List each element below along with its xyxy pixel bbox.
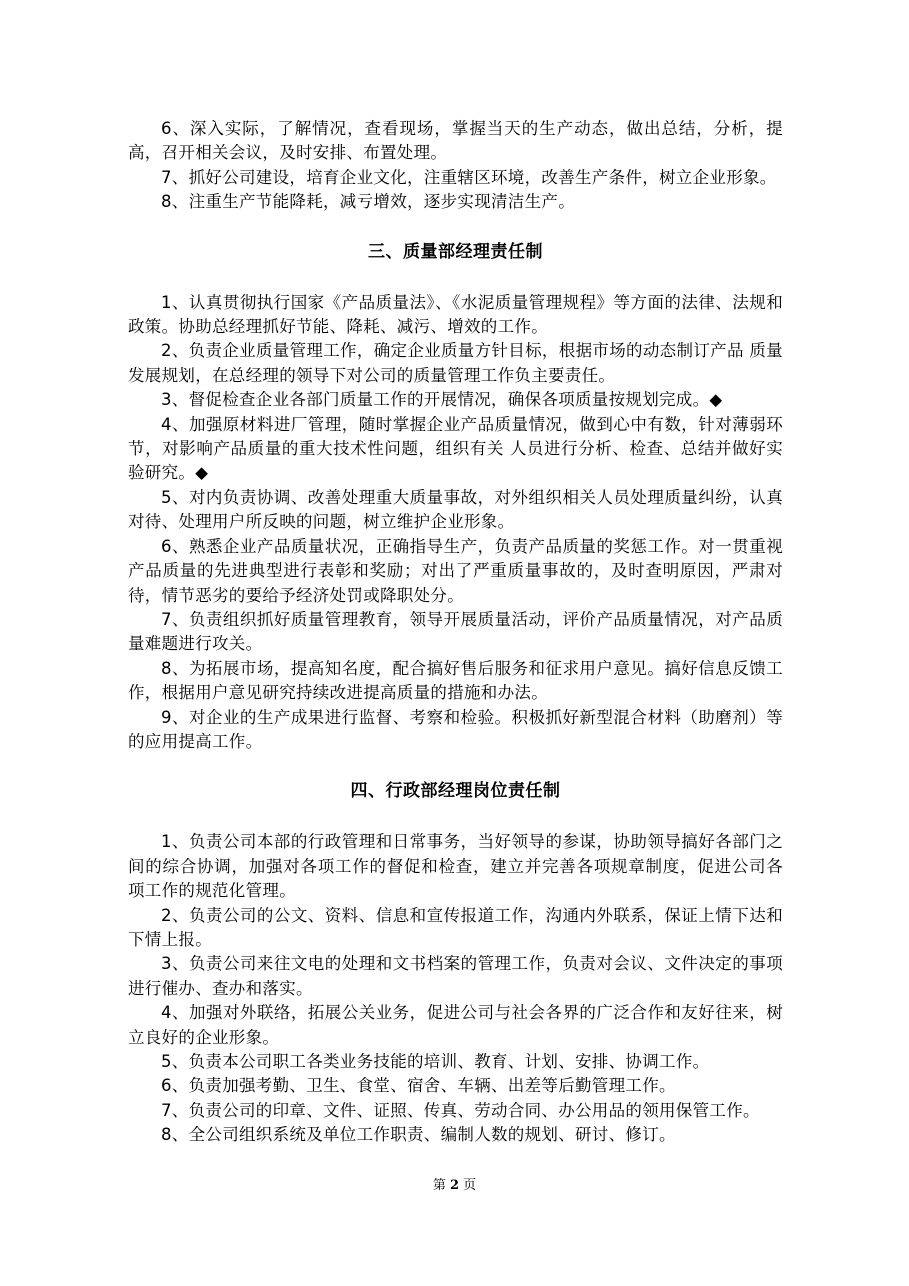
section-4-body	[128, 830, 783, 1147]
list-item: 2、负责企业质量管理工作，确定企业质量方针目标，根据市场的动态制订产品 质量发展规划，在总经理的领导下对公司的质量管理工作负主要责任。	[128, 341, 783, 385]
list-item: 4、加强原材料进厂管理，随时掌握企业产品质量情况，做到心中有数，针对薄弱环节，对影响产品质量的重大技术性问题，组织有关 人员进行分析、检查、总结并做好实验研究。◆	[128, 414, 783, 483]
list-item: 7、负责组织抓好质量管理教育，领导开展质量活动，评价产品质量情况，对产品质量难题进行攻关。	[128, 609, 783, 654]
list-item: 7、抓好公司建设，培育企业文化，注重辖区环境，改善生产条件，树立企业形象。	[161, 167, 777, 187]
page-footer	[0, 1177, 909, 1195]
list-item: 5、对内负责协调、改善处理重大质量事故，对外组织相关人员处理质量纠纷，认真对待、处理用户所反映的问题，树立维护企业形象。	[128, 487, 783, 532]
page-number: 2	[449, 1178, 460, 1193]
list-item: 7、负责公司的印章、文件、证照、传真、劳动合同、办公用品的领用保管工作。	[161, 1100, 760, 1120]
list-item: 6、熟悉企业产品质量状况，正确指导生产，负责产品质量的奖惩工作。对一贯重视产品质量的先进典型进行表彰和奖励；对出了严重质量事故的，及时查明原因，严肃对待，情节恶劣的要给予经济处罚或降职处分。	[128, 536, 783, 605]
list-item: 4、加强对外联络，拓展公关业务，促进公司与社会各界的广泛合作和友好往来，树立良好的企业形象。	[128, 1003, 783, 1047]
section-2-tail	[128, 117, 783, 215]
list-item: 2、负责公司的公文、资料、信息和宣传报道工作，沟通内外联系，保证上情下达和下情上报。	[128, 905, 783, 949]
list-item: 8、注重生产节能降耗，减亏增效，逐步实现清洁生产。	[161, 192, 575, 212]
page-number-prefix: 第	[432, 1178, 446, 1193]
page-number-suffix: 页	[463, 1178, 477, 1193]
list-item: 3、督促检查企业各部门质量工作的开展情况，确保各项质量按规划完成。◆	[161, 390, 723, 410]
list-item: 3、负责公司来往文电的处理和文书档案的管理工作，负责对会议、文件决定的事项进行催办、查办和落实。	[128, 954, 783, 998]
section-3-heading: 三、质量部经理责任制	[368, 241, 543, 262]
section-4-heading: 四、行政部经理岗位责任制	[350, 781, 561, 802]
list-item: 8、全公司组织系统及单位工作职责、编制人数的规划、研讨、修订。	[161, 1125, 676, 1145]
list-item: 8、为拓展市场，提高知名度，配合搞好售后服务和征求用户意见。搞好信息反馈工作，根据用户意见研究持续改进提高质量的措施和办法。	[128, 658, 783, 703]
list-item: 6、负责加强考勤、卫生、食堂、宿舍、车辆、出差等后勤管理工作。	[161, 1076, 676, 1096]
list-item: 5、负责本公司职工各类业务技能的培训、教育、计划、安排、协调工作。	[161, 1052, 710, 1071]
list-item: 6、深入实际，了解情况，查看现场，掌握当天的生产动态，做出总结，分析，提高，召开相关会议，及时安排、布置处理。	[128, 119, 783, 163]
section-3-body	[128, 291, 783, 755]
list-item: 1、负责公司本部的行政管理和日常事务，当好领导的参谋，协助领导搞好各部门之间的综合协调，加强对各项工作的督促和检查，建立并完善各项规章制度，促进公司各项工作的规范化管理。	[128, 832, 783, 901]
document-body	[128, 117, 783, 1148]
list-item: 1、认真贯彻执行国家《产品质量法》、《水泥质量管理规程》等方面的法律、法规和政策。协助总经理抓好节能、降耗、减污、增效的工作。	[128, 292, 783, 337]
list-item: 9、对企业的生产成果进行监督、考察和检验。积极抓好新型混合材料（助磨剂）等的应用提高工作。	[128, 707, 783, 751]
